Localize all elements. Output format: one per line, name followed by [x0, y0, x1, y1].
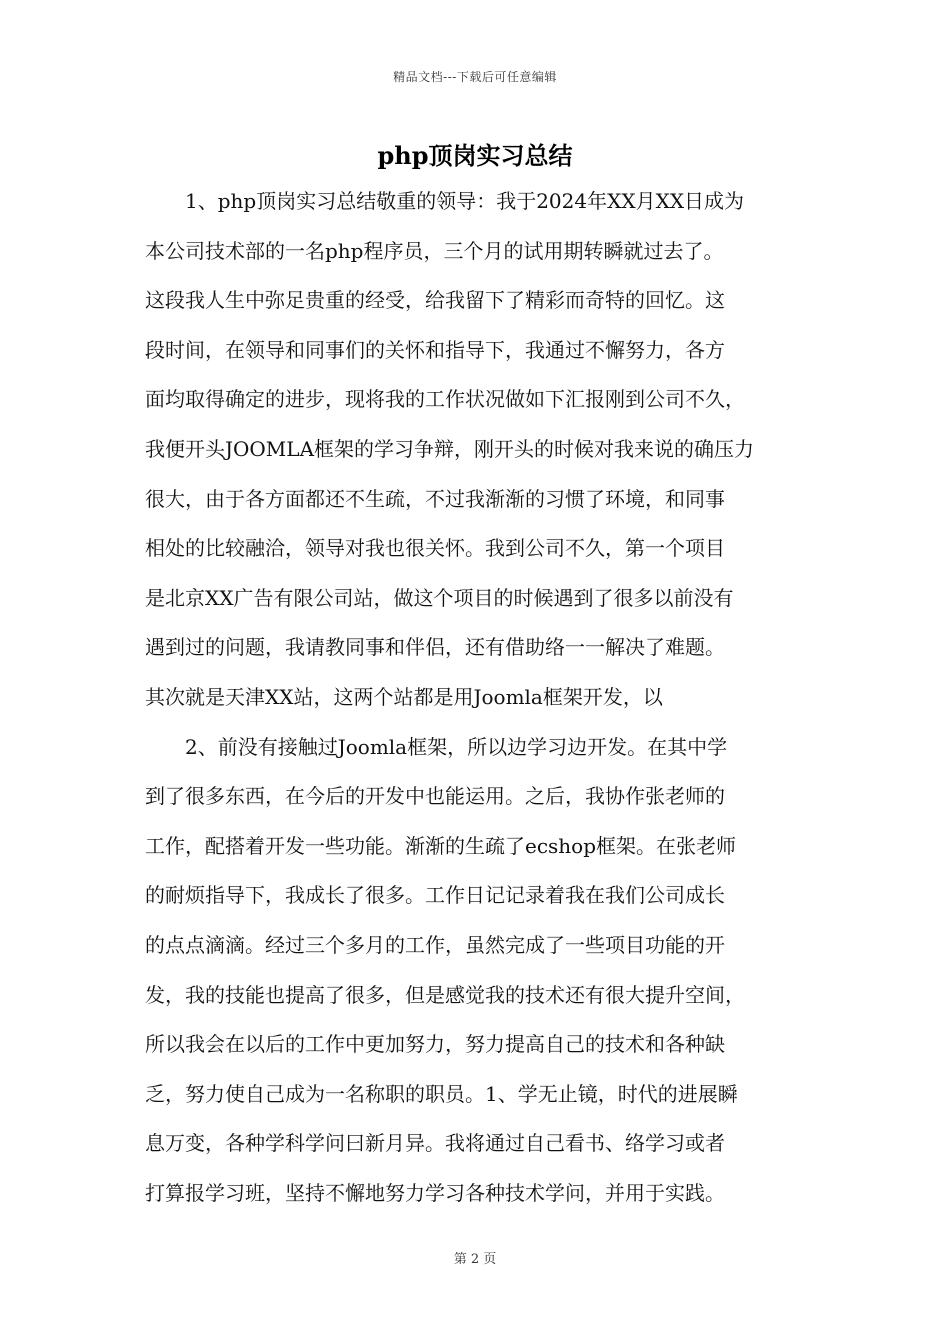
document-title: php顶岗实习总结 [377, 141, 573, 170]
text-line: 所以我会在以后的工作中更加努力，努力提高自己的技术和各种缺 [145, 1032, 725, 1057]
text-line: 2、前没有接触过Joomla框架，所以边学习边开发。在其中学 [185, 734, 728, 759]
text-line: 相处的比较融洽，领导对我也很关怀。我到公司不久，第一个项目 [145, 536, 725, 561]
text-line: 其次就是天津XX站，这两个站都是用Joomla框架开发，以 [145, 684, 663, 709]
paragraph-2 [145, 729, 845, 1225]
text-line: 打算报学习班，坚持不懈地努力学习各种技术学问，并用于实践。 [145, 1180, 725, 1205]
text-line: 段时间，在领导和同事们的关怀和指导下，我通过不懈努力，各方 [145, 337, 725, 362]
text-line: 面均取得确定的进步，现将我的工作状况做如下汇报刚到公司不久， [145, 387, 745, 412]
text-line: 我便开头JOOMLA框架的学习争辩，刚开头的时候对我来说的确压力 [145, 436, 755, 461]
text-line: 乏，努力使自己成为一名称职的职员。1、学无止镜，时代的进展瞬 [145, 1081, 738, 1106]
page-number: 第 2 页 [453, 1252, 497, 1267]
text-line: 1、php顶岗实习总结敬重的领导：我于2024年XX月XX日成为 [185, 189, 745, 213]
text-line: 很大，由于各方面都还不生疏，不过我渐渐的习惯了环境，和同事 [145, 486, 725, 511]
text-line: 的耐烦指导下，我成长了很多。工作日记记录着我在我们公司成长 [145, 883, 725, 908]
text-line: 工作，配搭着开发一些功能。渐渐的生疏了ecshop框架。在张老师 [145, 833, 737, 858]
document-body [145, 183, 845, 1224]
text-line: 息万变，各种学科学问曰新月异。我将通过自己看书、络学习或者 [145, 1131, 725, 1156]
text-line: 的点点滴滴。经过三个多月的工作，虽然完成了一些项目功能的开 [145, 932, 725, 957]
text-line: 是北京XX广告有限公司站，做这个项目的时候遇到了很多以前没有 [145, 585, 734, 610]
text-line: 本公司技术部的一名php程序员，三个月的试用期转瞬就过去了。 [145, 238, 724, 263]
text-line: 到了很多东西，在今后的开发中也能运用。之后，我协作张老师的 [145, 784, 725, 809]
text-line: 发，我的技能也提高了很多，但是感觉我的技术还有很大提升空间， [145, 982, 745, 1007]
text-line: 遇到过的问题，我请教同事和伴侣，还有借助络一一解决了难题。 [145, 635, 725, 660]
page-header: 精品文档---下载后可任意编辑 [393, 70, 557, 84]
text-line: 这段我人生中弥足贵重的经受，给我留下了精彩而奇特的回忆。这 [145, 288, 725, 313]
paragraph-1 [145, 183, 845, 729]
